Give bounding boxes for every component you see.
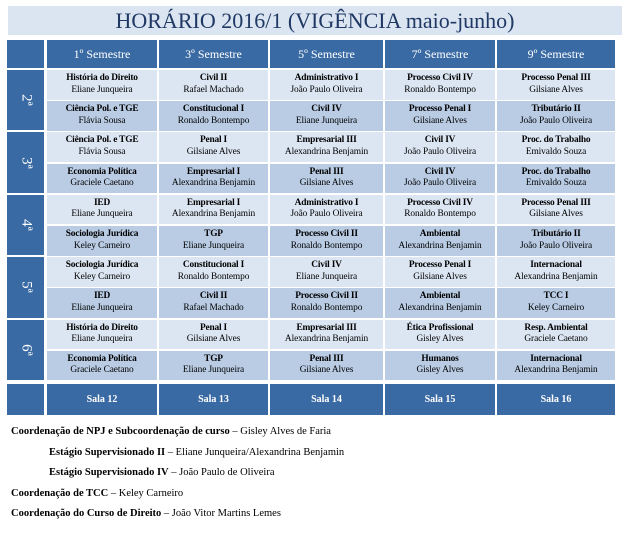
- class-cell: [47, 132, 157, 162]
- professor-name: Gisley Alves: [416, 365, 464, 376]
- day-label-cell: [7, 320, 44, 380]
- professor-name: Emivaldo Souza: [525, 146, 587, 157]
- class-cell: [385, 320, 495, 350]
- subject-name: Sociologia Jurídica: [65, 260, 139, 271]
- professor-name: Alexandrina Benjamin: [284, 146, 369, 157]
- subject-name: TGP: [204, 229, 223, 239]
- professor-name: Graciele Caetano: [70, 178, 134, 189]
- professor-name: Flávia Sousa: [78, 146, 126, 157]
- coordination-line: [49, 447, 344, 458]
- room-corner-cell: [7, 384, 44, 415]
- class-cell: [497, 70, 615, 100]
- class-cell: [159, 195, 268, 225]
- class-cell: [270, 101, 383, 131]
- class-cell: [47, 226, 157, 256]
- subject-name: Administrativo I: [294, 197, 359, 208]
- professor-name: Ronaldo Bontempo: [404, 209, 476, 220]
- coordination-role: Coordenação do Curso de Direito: [11, 508, 162, 519]
- room-label: Sala 13: [159, 384, 268, 415]
- professor-name: Gilsiane Alves: [413, 271, 467, 282]
- class-cell: [497, 164, 615, 194]
- professor-name: Rafael Machado: [183, 84, 244, 95]
- professor-name: Rafael Machado: [183, 302, 244, 313]
- coordination-line: [49, 467, 274, 478]
- subject-name: Tributário II: [531, 104, 581, 115]
- subject-name: Civil II: [199, 291, 228, 302]
- subject-name: Internacional: [530, 353, 582, 364]
- room-label: Sala 14: [270, 384, 383, 415]
- coordination-line: [11, 508, 281, 519]
- subject-name: Penal I: [200, 135, 227, 146]
- professor-name: João Paulo Oliveira: [519, 115, 593, 126]
- schedule-title: HORÁRIO 2016/1 (VIGÊNCIA maio-junho): [8, 6, 622, 35]
- schedule-grid: [7, 40, 616, 417]
- professor-name: Keley Carneiro: [527, 302, 585, 313]
- professor-name: Gilsiane Alves: [299, 178, 354, 189]
- professor-name: Alexandrina Benjamin: [398, 302, 482, 313]
- professor-name: Eliane Junqueira: [71, 302, 133, 313]
- subject-name: Ciência Pol. e TGE: [65, 135, 139, 146]
- semester-header: 9º Semestre: [497, 40, 615, 68]
- subject-name: História do Direito: [66, 322, 138, 333]
- subject-name: Empresarial III: [296, 322, 357, 333]
- subject-name: Processo Civil II: [295, 229, 358, 239]
- professor-name: Alexandrina Benjamin: [171, 178, 256, 189]
- professor-name: Keley Carneiro: [73, 240, 131, 251]
- class-cell: [159, 226, 268, 256]
- coordination-line: [11, 426, 331, 437]
- day-label-cell: [7, 257, 44, 317]
- subject-name: TGP: [204, 353, 223, 364]
- subject-name: Ambiental: [419, 291, 461, 302]
- subject-name: Constitucional I: [182, 260, 245, 271]
- day-label: 3ª: [18, 156, 34, 169]
- professor-name: Ronaldo Bontempo: [290, 240, 363, 251]
- professor-name: Alexandrina Benjamin: [171, 209, 256, 220]
- subject-name: História do Direito: [66, 73, 138, 83]
- professor-name: João Paulo Oliveira: [290, 84, 363, 95]
- subject-name: Sociologia Jurídica: [65, 229, 139, 239]
- coordination-person: – Keley Carneiro: [108, 487, 184, 499]
- subject-name: Proc. do Trabalho: [521, 135, 591, 146]
- subject-name: Tributário II: [531, 229, 581, 239]
- coordination-role: Estágio Supervisionado II: [49, 446, 166, 458]
- coordination-person: – Gisley Alves de Faria: [229, 426, 331, 437]
- class-cell: [159, 351, 268, 381]
- subject-name: Civil II: [199, 73, 228, 83]
- coordination-role: Estágio Supervisionado IV: [49, 467, 169, 478]
- subject-name: TCC I: [543, 291, 569, 302]
- class-cell: [159, 70, 268, 100]
- subject-name: Processo Penal III: [521, 73, 591, 83]
- subject-name: Resp. Ambiental: [524, 322, 588, 333]
- class-cell: [497, 320, 615, 350]
- subject-name: Economia Política: [67, 166, 137, 177]
- professor-name: Gilsiane Alves: [413, 115, 467, 126]
- subject-name: Ciência Pol. e TGE: [65, 104, 139, 115]
- semester-header: 5º Semestre: [270, 40, 383, 68]
- semester-header: 7º Semestre: [385, 40, 495, 68]
- class-cell: [159, 257, 268, 287]
- class-cell: [270, 226, 383, 256]
- class-cell: [270, 320, 383, 350]
- class-cell: [270, 257, 383, 287]
- class-cell: [159, 288, 268, 318]
- subject-name: Ética Profissional: [406, 322, 474, 333]
- class-cell: [47, 101, 157, 131]
- class-cell: [270, 164, 383, 194]
- class-cell: [497, 101, 615, 131]
- subject-name: Penal III: [309, 353, 344, 364]
- subject-name: Penal I: [200, 322, 227, 333]
- class-cell: [385, 195, 495, 225]
- class-cell: [47, 164, 157, 194]
- room-label: Sala 16: [497, 384, 615, 415]
- professor-name: João Paulo Oliveira: [519, 240, 593, 251]
- professor-name: Ronaldo Bontempo: [290, 302, 363, 313]
- class-cell: [47, 351, 157, 381]
- day-label: 6ª: [18, 343, 34, 356]
- professor-name: Ronaldo Bontempo: [177, 115, 250, 126]
- corner-cell: [7, 40, 44, 68]
- coordination-person: – João Vitor Martins Lemes: [161, 508, 281, 519]
- professor-name: Graciele Caetano: [70, 365, 134, 376]
- professor-name: Alexandrina Benjamin: [284, 334, 369, 345]
- class-cell: [270, 70, 383, 100]
- professor-name: Ronaldo Bontempo: [177, 271, 250, 282]
- class-cell: [497, 132, 615, 162]
- professor-name: Graciele Caetano: [524, 334, 588, 345]
- class-cell: [497, 226, 615, 256]
- coordination-line: [11, 488, 183, 499]
- professor-name: Eliane Junqueira: [182, 365, 245, 376]
- room-label: Sala 15: [385, 384, 495, 415]
- professor-name: Gilsiane Alves: [186, 146, 241, 157]
- professor-name: Eliane Junqueira: [182, 240, 245, 251]
- professor-name: Keley Carneiro: [73, 271, 131, 282]
- subject-name: Humanos: [421, 353, 459, 364]
- class-cell: [47, 257, 157, 287]
- class-cell: [385, 288, 495, 318]
- subject-name: Empresarial I: [186, 197, 241, 208]
- subject-name: Internacional: [530, 260, 582, 271]
- subject-name: Ambiental: [419, 229, 461, 239]
- subject-name: Processo Penal III: [521, 197, 591, 208]
- class-cell: [47, 195, 157, 225]
- subject-name: Processo Penal I: [408, 104, 472, 115]
- class-cell: [47, 288, 157, 318]
- day-label-cell: [7, 195, 44, 255]
- subject-name: Civil IV: [311, 260, 342, 271]
- class-cell: [270, 132, 383, 162]
- class-cell: [47, 320, 157, 350]
- class-cell: [497, 288, 615, 318]
- class-cell: [385, 226, 495, 256]
- coordination-role: Coordenação de NPJ e Subcoordenação de curso: [11, 426, 230, 437]
- professor-name: Gilsiane Alves: [529, 84, 583, 95]
- semester-header: 3º Semestre: [159, 40, 268, 68]
- day-label-cell: [7, 132, 44, 192]
- professor-name: Eliane Junqueira: [71, 334, 133, 345]
- class-cell: [385, 101, 495, 131]
- professor-name: Eliane Junqueira: [295, 115, 358, 126]
- class-cell: [47, 70, 157, 100]
- subject-name: Processo Civil II: [295, 291, 358, 302]
- professor-name: Eliane Junqueira: [71, 84, 133, 95]
- professor-name: Eliane Junqueira: [295, 271, 358, 282]
- class-cell: [270, 351, 383, 381]
- class-cell: [159, 101, 268, 131]
- subject-name: Civil IV: [424, 135, 456, 146]
- class-cell: [385, 257, 495, 287]
- professor-name: Alexandrina Benjamin: [398, 240, 482, 251]
- subject-name: Proc. do Trabalho: [521, 166, 591, 177]
- professor-name: João Paulo Oliveira: [403, 146, 477, 157]
- professor-name: Alexandrina Benjamin: [514, 271, 598, 282]
- subject-name: Civil IV: [311, 104, 342, 115]
- professor-name: Flávia Sousa: [78, 115, 126, 126]
- day-label: 4ª: [18, 219, 34, 231]
- professor-name: João Paulo Oliveira: [403, 178, 477, 189]
- coordination-person: – Eliane Junqueira/Alexandrina Benjamin: [165, 446, 345, 458]
- class-cell: [385, 351, 495, 381]
- subject-name: Processo Civil IV: [407, 73, 473, 83]
- class-cell: [497, 195, 615, 225]
- subject-name: IED: [93, 291, 111, 302]
- professor-name: Eliane Junqueira: [71, 209, 133, 220]
- day-label: 5ª: [18, 281, 34, 294]
- professor-name: Gilsiane Alves: [299, 365, 354, 376]
- day-label: 2ª: [18, 94, 34, 107]
- subject-name: Administrativo I: [294, 73, 359, 83]
- semester-header: 1º Semestre: [47, 40, 157, 68]
- professor-name: Alexandrina Benjamin: [514, 365, 598, 376]
- professor-name: Gilsiane Alves: [186, 334, 241, 345]
- class-cell: [159, 132, 268, 162]
- coordination-role: Coordenação de TCC: [11, 487, 109, 499]
- subject-name: Processo Civil IV: [407, 197, 473, 208]
- class-cell: [497, 351, 615, 381]
- subject-name: IED: [93, 197, 111, 208]
- coordination-person: – João Paulo de Oliveira: [168, 467, 275, 478]
- subject-name: Processo Penal I: [408, 260, 472, 271]
- subject-name: Constitucional I: [182, 104, 245, 115]
- room-label: Sala 12: [47, 384, 157, 415]
- class-cell: [159, 164, 268, 194]
- class-cell: [159, 320, 268, 350]
- subject-name: Economia Política: [67, 353, 137, 364]
- class-cell: [270, 288, 383, 318]
- class-cell: [385, 164, 495, 194]
- professor-name: Gilsiane Alves: [529, 209, 583, 220]
- class-cell: [385, 132, 495, 162]
- subject-name: Empresarial III: [296, 135, 357, 146]
- professor-name: Ronaldo Bontempo: [404, 84, 476, 95]
- professor-name: João Paulo Oliveira: [290, 209, 363, 220]
- day-label-cell: [7, 70, 44, 130]
- class-cell: [385, 70, 495, 100]
- class-cell: [270, 195, 383, 225]
- class-cell: [497, 257, 615, 287]
- professor-name: Emivaldo Souza: [525, 178, 587, 189]
- professor-name: Gisley Alves: [416, 334, 464, 345]
- subject-name: Penal III: [309, 166, 344, 177]
- subject-name: Empresarial I: [186, 166, 241, 177]
- subject-name: Civil IV: [424, 166, 456, 177]
